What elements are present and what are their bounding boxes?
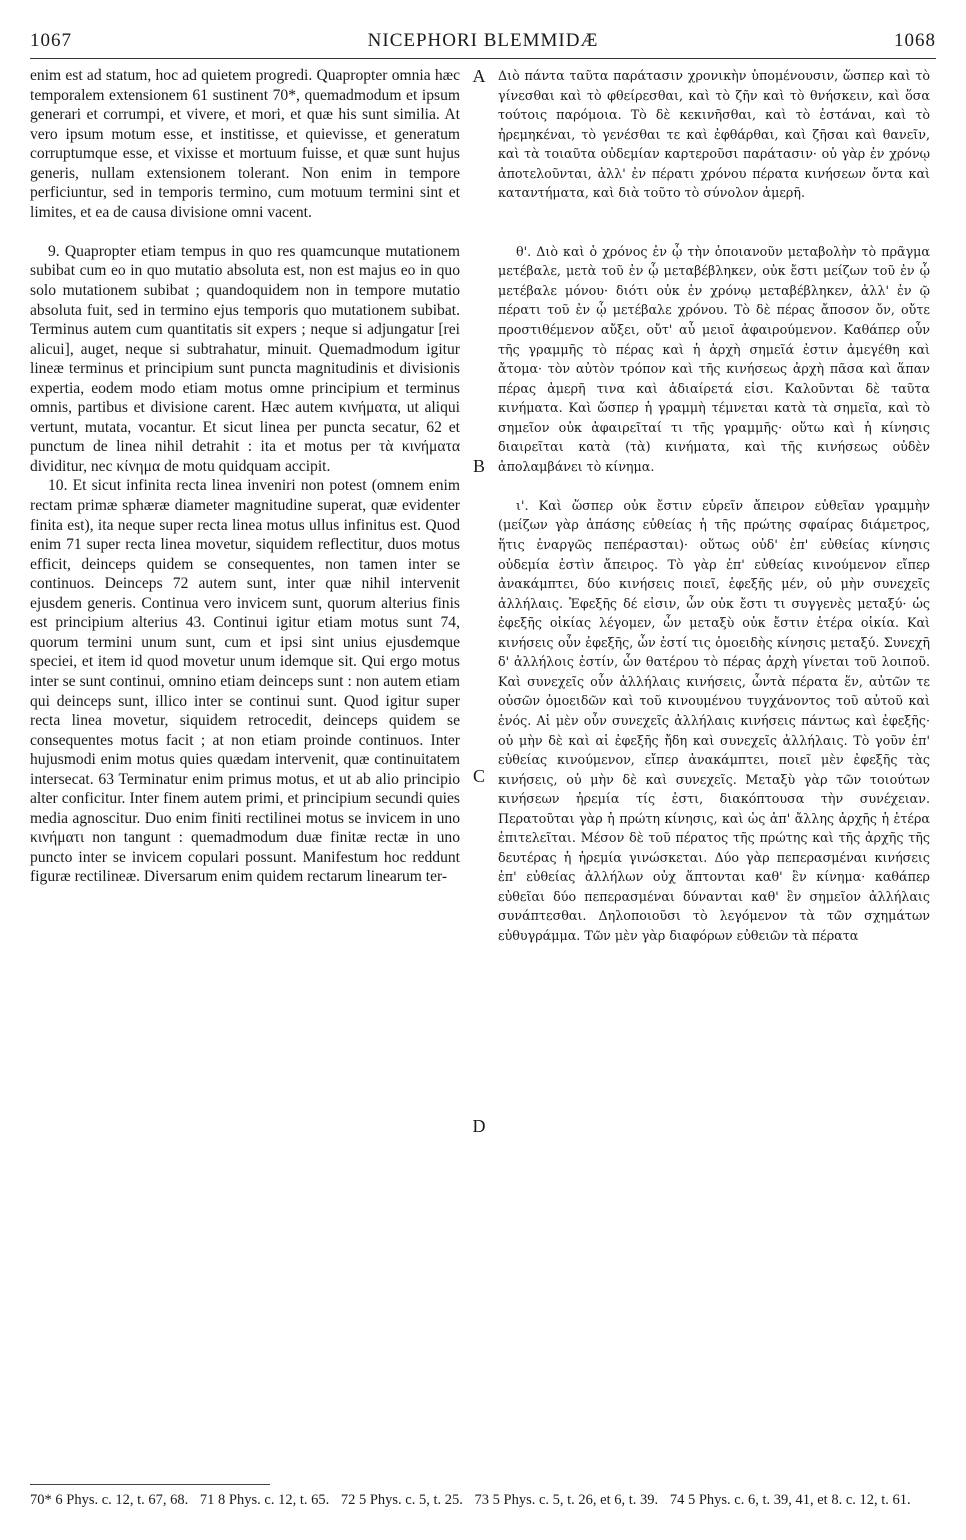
page-number-left: 1067 bbox=[30, 30, 72, 51]
running-header bbox=[30, 30, 936, 54]
greek-column bbox=[498, 66, 930, 946]
latin-column bbox=[30, 66, 460, 887]
greek-paragraph: Διὸ πάντα ταῦτα παράτασιν χρονικὴν ὑπομένουσιν, ὥσπερ καὶ τὸ γίνεσθαι καὶ τὸ φθείρεσθαι, καὶ τὸ ζῆν καὶ τὸ θνήσκειν, καὶ ὅσα τούτοις παρόμοια. Τὸ δὲ κεκινῆσθαι, καὶ τὸ ἑστάναι, καὶ τὸ ἠρεμηκέναι, τὸ γενέσθαι τε καὶ ἐφθάρθαι, καὶ ζῆσαι καὶ θανεῖν, καὶ τὰ τοιαῦτα οὐδεμίαν καρτεροῦσι παράτασιν· οὐ γὰρ ἐν χρόνῳ ἀποτελοῦνται, ἀλλ' ἐν πέρατι χρόνου πέρατα κινήσεων ὄντα καὶ καταντήματα, καὶ διὰ τοῦτο τὸ σύνολον ἀμερῆ. bbox=[498, 68, 930, 201]
header-rule bbox=[30, 58, 936, 59]
footnote: 72 5 Phys. c. 5, t. 25. bbox=[340, 1492, 463, 1508]
latin-paragraph: enim est ad statum, hoc ad quietem progredi. Quapropter omnia hæc temporalem extensionem 61 sustinent 70*, quemadmodum et ipsum generari et corrumpi, et vivere, et mori, et quæ his sunt similia. At vero ipsum motum esse, et institisse, et quievisse, et generatum corruptumque esse, et vixisse et mortuum fuisse, et quæ sunt hujus generis, nullam extensionem tolerant. Non enim in tempore perficiuntur, sed in temporis termino, cum motuum termini sint et limites, et ea de causa divisione omni vacent. bbox=[30, 67, 460, 221]
margin-letter-d: D bbox=[472, 1116, 486, 1136]
margin-letter-c: C bbox=[472, 766, 485, 786]
footnote: 74 5 Phys. c. 6, t. 39, 41, et 8. c. 12, t. 61. bbox=[669, 1492, 911, 1508]
footnotes bbox=[30, 1490, 936, 1510]
greek-paragraph: ι'. Καὶ ὥσπερ οὐκ ἔστιν εὑρεῖν ἄπειρον εὐθεῖαν γραμμὴν (μείζων γὰρ ἁπάσης εὐθείας ἡ τῆς πρώτης σφαίρας διάμετρος, ἥτις ἐναργῶς πεπέρασται)· οὕτως οὐδ' ἐπ' εὐθείας κίνησις οὐδεμία ἐστὶν ἄπειρος. Τὸ γὰρ ἐπ' εὐθείας κινούμενον εἴπερ ἀνακάμπτει, δύο κινήσεις ποιεῖ, ἐφεξῆς μέν, οὐ μὴν συνεχεῖς ἀλλήλαις. Ἐφεξῆς δέ εἰσιν, ὧν οὐκ ἔστι τι συγγενὲς μεταξύ· ὡς ἐφεξῆς οἰκίας λέγομεν, ὧν μεταξὺ οὐκ ἔστιν ἑτέρα οἰκία. Καὶ κινήσεις οὖν ἐφεξῆς, ὧν ἐστί τις ὁμοειδὴς κίνησις μεταξύ. Συνεχῆ δ' ἀλλήλοις ἐστίν, ὧν θατέρου τὸ πέρας ἀρχὴ γίνεται τοῦ λοιποῦ. Καὶ συνεχεῖς οὖν ἀλλήλαις κινήσεις, ὧντὰ πέρατα ἕν, αὐτῶν τε οὐσῶν ὁμοειδῶν καὶ τοῦ κινουμένου τυγχάνοντος τοῦ αὐτοῦ καὶ ἑνός. Αἱ μὲν οὖν συνεχεῖς ἀλλήλαις κινήσεις πάντως καὶ ἐφεξῆς· οὐ μὴν δὲ καὶ αἱ ἐφεξῆς ἤδη καὶ συνεχεῖς ἀλλήλαις. Τὸ γοῦν ἐπ' εὐθείας κινούμενον, εἴπερ ἀνακάμπτει, ποιεῖ μὲν ἐφεξῆς τὰς κινήσεις, οὐ μὴν δὲ καὶ συνεχεῖς. Μεταξὺ γὰρ τῶν τοιούτων κινήσεων ἠρεμία τίς ἐστι, διακόπτουσα τὴν συνέχειαν. Περατοῦται γὰρ ἡ πρώτη κίνησις, καὶ ὡς ἀπ' ἄλλης ἀρχῆς ἡ ἑτέρα ἐπιτελεῖται. Μέσον δὲ τοῦ πέρατος τῆς πρώτης καὶ τῆς ἀρχῆς τῆς δευτέρας ἡ ἠρεμία γινώσκεται. Δύο γὰρ πεπερασμέναι κινήσεις ἐπ' εὐθείας ἀλλήλων οὐχ ἅπτονται καθ' ἓν κίνημα· καθάπερ εὐθεῖαι δύο πεπερασμέναι δύνανται καθ' ἓν σημεῖον ἀλλήλαις συνάπτεσθαι. Δηλοποιοῦσι τὸ λεγόμενον τὰ τῶν σχημάτων εὐθυγράμμα. Τῶν μὲν γὰρ διαφόρων εὐθειῶν τὰ πέρατα bbox=[498, 497, 930, 943]
page-number-right: 1068 bbox=[894, 30, 936, 51]
footnote-rule bbox=[30, 1484, 270, 1485]
footnote: 70* 6 Phys. c. 12, t. 67, 68. bbox=[30, 1492, 189, 1508]
margin-letter-a: A bbox=[472, 66, 486, 86]
footnote: 73 5 Phys. c. 5, t. 26, et 6, t. 39. bbox=[474, 1492, 659, 1508]
running-title: NICEPHORI BLEMMIDÆ bbox=[367, 30, 599, 51]
greek-paragraph: θ'. Διὸ καὶ ὁ χρόνος ἐν ᾧ τὴν ὁποιανοῦν μεταβολὴν τὸ πρᾶγμα μετέβαλε, μετὰ τοῦ ἐν ᾧ μεταβέβληκεν, οὐκ ἔστι μείζων τοῦ ἐν ᾧ μετέβαλε μόνου· διότι οὐκ ἐν χρόνῳ μεταβέβληκεν, ἀλλ' ἐν ῷ πέρατι τοῦ ἐν ᾧ μετέβαλε χρόνου. Τὸ δὲ πέρας ἄποσον ὄν, οὔτε προστιθέμενον αὔξει, οὔτ' αὖ μειοῖ ἀφαιρούμενον. Καθάπερ οὖν τῆς γραμμῆς τὸ πέρας καὶ ἡ ἀρχὴ σημεῖά ἐστιν ἀμεγέθη καὶ ἄτομα· τὸν αὐτὸν τρόπον καὶ τῆς κινήσεως ἀρχὴ πᾶσα καὶ ἅπαν πέρας ἀμερῆ τινα καὶ ἀδιαίρετά εἰσι. Καλοῦνται δὲ ταῦτα κινήματα. Καὶ ὥσπερ ἡ γραμμὴ τέμνεται κατὰ τὰ σημεῖα, καὶ τὸ σημεῖον οὐκ ἀφαιρεῖταί τι τῆς γραμμῆς· οὕτω καὶ ἡ κίνησις διαιρεῖται κατὰ (τὰ) κινήματα, καὶ τῆς κινήσεως οὐδὲν ἀπολαμβάνει τὸ κίνημα. bbox=[498, 243, 930, 474]
latin-paragraph: 9. Quapropter etiam tempus in quo res quamcunque mutationem subibat cum eo in quo mutatio absoluta est, non est majus eo in quo solo mutationem subibat ; quandoquidem non in tempore mutatio absoluta fuit, sed in termino ejus temporis quo mutationem subibat. Terminus autem cum quantitatis sit expers ; neque si adjungatur [rei alicui], auget, neque si subtrahatur, minuit. Quemadmodum igitur lineæ terminus et principium sunt puncta magnitudinis et divisionis expertia, eodem modo etiam motus omne principium et terminus omnis, partibus et divisione carent. Hæc autem κινήματα, ut aliqui vertunt, mutata, vocantur. Et sicut linea per puncta secatur, 62 et punctum de linea nihil detrahit : ita et motus per τὰ κινήματα dividitur, nec κίνημα de motu quidquam accipit. bbox=[30, 242, 460, 475]
latin-paragraph: 10. Et sicut infinita recta linea inveniri non potest (omnem enim rectam primæ sphæræ diameter magnitudine superat, quæ evidenter finita est), ita neque super recta linea motus ullus infinitus est. Quod enim 71 super recta linea movetur, siquidem reflectitur, duos motus efficit, deinceps quidem se consequentes, non tamen inter se continuos. Deinceps 72 autem sunt, inter quæ nihil intervenit ejusdem generis. Continua vero invicem sunt, quorum alterius finis est principium alterius 43. Continui igitur etiam motus sunt 74, quorum termini unum sunt, cum et ipsi sint unius ejusdemque speciei, et item id quod movetur unum idemque sit. Qui ergo motus inter se sunt continui, omnino etiam deinceps sunt : non autem etiam qui deinceps sunt, illico inter se continui sunt. Quod igitur super recta linea movetur, siquidem retrocedit, deinceps quidem se consequentes motus facit ; at non etiam proinde continuos. Inter hujusmodi enim motus quies quædam intervenit, quæ continuitatem intersecat. 63 Terminatur enim primus motus, et ut ab alio principio alter conficitur. Inter finem autem primi, et principium secundi quies media agnoscitur. Duo enim finiti rectilinei motus se invicem in uno κινήματι non tangunt : quemadmodum duæ finitæ rectæ in uno puncto inter se invicem copulari possunt. Manifestum hoc reddunt figuræ rectilineæ. Diversarum enim quidem rectarum linearum ter- bbox=[30, 477, 460, 886]
margin-letter-b: B bbox=[472, 456, 485, 476]
footnote: 71 8 Phys. c. 12, t. 65. bbox=[199, 1492, 330, 1508]
